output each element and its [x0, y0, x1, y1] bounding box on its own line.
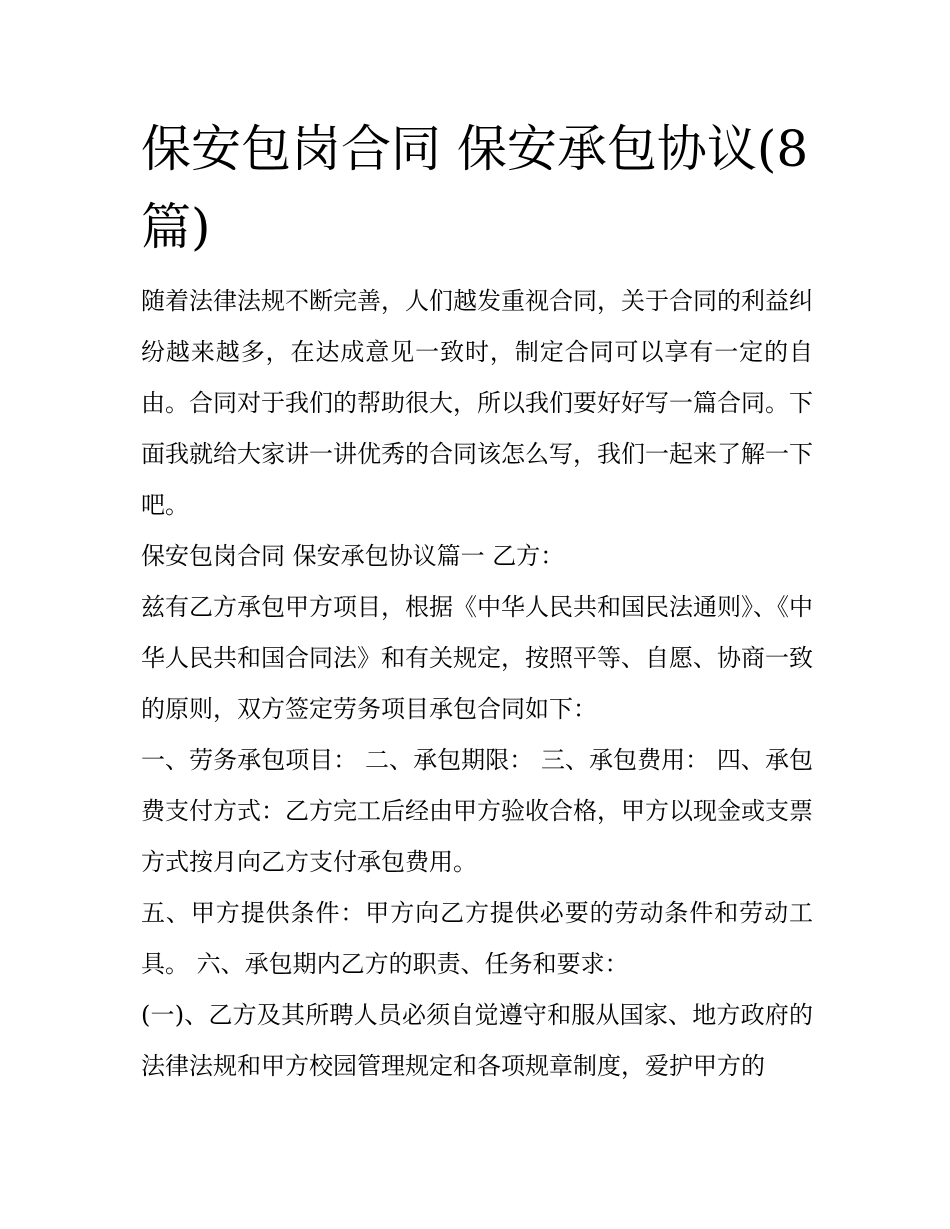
paragraph-terms-5-6: 五、甲方提供条件：甲方向乙方提供必要的劳动条件和劳动工具。 六、承包期内乙方的职责、任务和要求：: [141, 899, 813, 978]
document-body: [141, 110, 813, 1092]
paragraph-section-heading: 保安包岗合同 保安承包协议篇一 乙方：: [141, 542, 565, 570]
document-title: 保安包岗合同 保安承包协议(8篇): [141, 120, 809, 256]
paragraph-intro: 随着法律法规不断完善，人们越发重视合同，关于合同的利益纠纷越来越多，在达成意见一致时，制定合同可以享有一定的自由。合同对于我们的帮助很大，所以我们要好好写一篇合同。下面我就给大家讲一讲优秀的合同该怎么写，我们一起来了解一下吧。: [141, 287, 813, 519]
paragraph-clause-1: (一)、乙方及其所聘人员必须自觉遵守和服从国家、地方政府的法律法规和甲方校园管理规定和各项规章制度，爱护甲方的: [141, 1001, 813, 1080]
paragraph-terms-1-4: 一、劳务承包项目： 二、承包期限： 三、承包费用： 四、承包费支付方式：乙方完工后经由甲方验收合格，甲方以现金或支票方式按月向乙方支付承包费用。: [141, 746, 813, 876]
paragraph-preamble: 兹有乙方承包甲方项目，根据《中华人民共和国民法通则》、《中华人民共和国合同法》和有关规定，按照平等、自愿、协商一致的原则，双方签定劳务项目承包合同如下：: [141, 593, 813, 723]
